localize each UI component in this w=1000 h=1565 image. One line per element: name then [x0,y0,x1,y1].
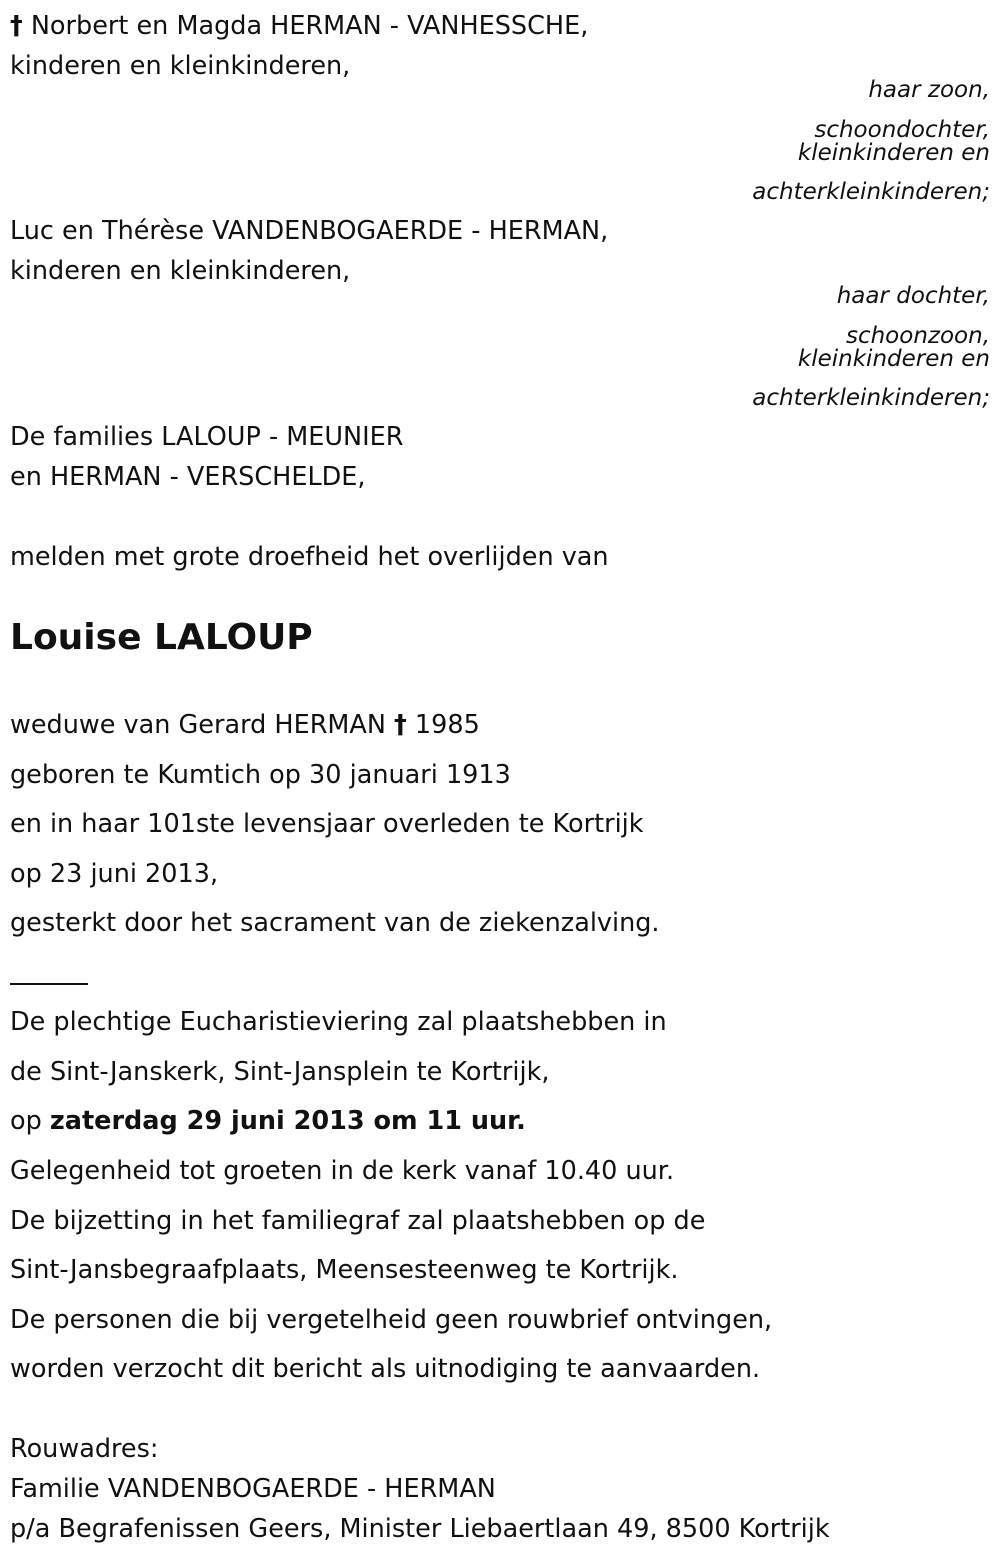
ceremony-line8: worden verzocht dit bericht als uitnodiging te aanvaarden. [10,1354,761,1384]
family2-line2: kinderen en kleinkinderen, [10,256,351,286]
ceremony-line7: De personen die bij vergetelheid geen rouwbrief ontvingen, [10,1305,773,1335]
family1-names: Norbert en Magda HERMAN - VANHESSCHE, [30,11,589,41]
family2-relation-1: haar dochter, [836,283,990,309]
family2-relation-4: achterkleinkinderen; [752,385,990,411]
family1-relation-1: haar zoon, [868,77,990,103]
ceremony-line5: De bijzetting in het familiegraf zal plaatshebben op de [10,1206,706,1236]
deceased-name: Louise LALOUP [10,617,313,658]
born-line: geboren te Kumtich op 30 januari 1913 [10,760,511,790]
family1-relation-4: achterkleinkinderen; [752,179,990,205]
announcement-text: melden met grote droefheid het overlijden van [10,542,609,572]
family2-relation-2: schoonzoon, [845,323,990,349]
family2-relation-3: kleinkinderen en [797,346,990,372]
address-family: Familie VANDENBOGAERDE - HERMAN [10,1474,496,1504]
sacrament-line: gesterkt door het sacrament van de ziekenzalving. [10,908,660,938]
cross-icon: † [394,710,407,740]
family2-line1: Luc en Thérèse VANDENBOGAERDE - HERMAN, [10,216,609,246]
died-line2: op 23 juni 2013, [10,859,219,889]
ceremony-line2: de Sint-Janskerk, Sint-Jansplein te Kortrijk, [10,1057,550,1087]
ceremony-line6: Sint-Jansbegraafplaats, Meensesteenweg te Kortrijk. [10,1255,679,1285]
died-line1: en in haar 101ste levensjaar overleden te Kortrijk [10,809,644,839]
ceremony-line1: De plechtige Eucharistieviering zal plaatshebben in [10,1007,667,1037]
widow-text: weduwe van Gerard HERMAN [10,710,395,740]
widow-year: 1985 [406,710,480,740]
families-line2: en HERMAN - VERSCHELDE, [10,462,366,492]
family1-relation-3: kleinkinderen en [797,140,990,166]
widow-line [10,709,480,741]
families-line1: De families LALOUP - MEUNIER [10,422,404,452]
ceremony-date-prefix: op [10,1106,50,1136]
address-street: p/a Begrafenissen Geers, Minister Liebaertlaan 49, 8500 Kortrijk [10,1514,830,1544]
ceremony-date: zaterdag 29 juni 2013 om 11 uur. [49,1106,526,1136]
cross-icon: † [10,11,23,41]
family1-line2: kinderen en kleinkinderen, [10,51,351,81]
ceremony-line4: Gelegenheid tot groeten in de kerk vanaf 10.40 uur. [10,1156,675,1186]
address-label: Rouwadres: [10,1434,159,1464]
ceremony-line3 [10,1105,526,1137]
family1-line1 [10,10,588,42]
family1-relation-2: schoondochter, [814,117,990,143]
separator-rule [10,983,88,985]
